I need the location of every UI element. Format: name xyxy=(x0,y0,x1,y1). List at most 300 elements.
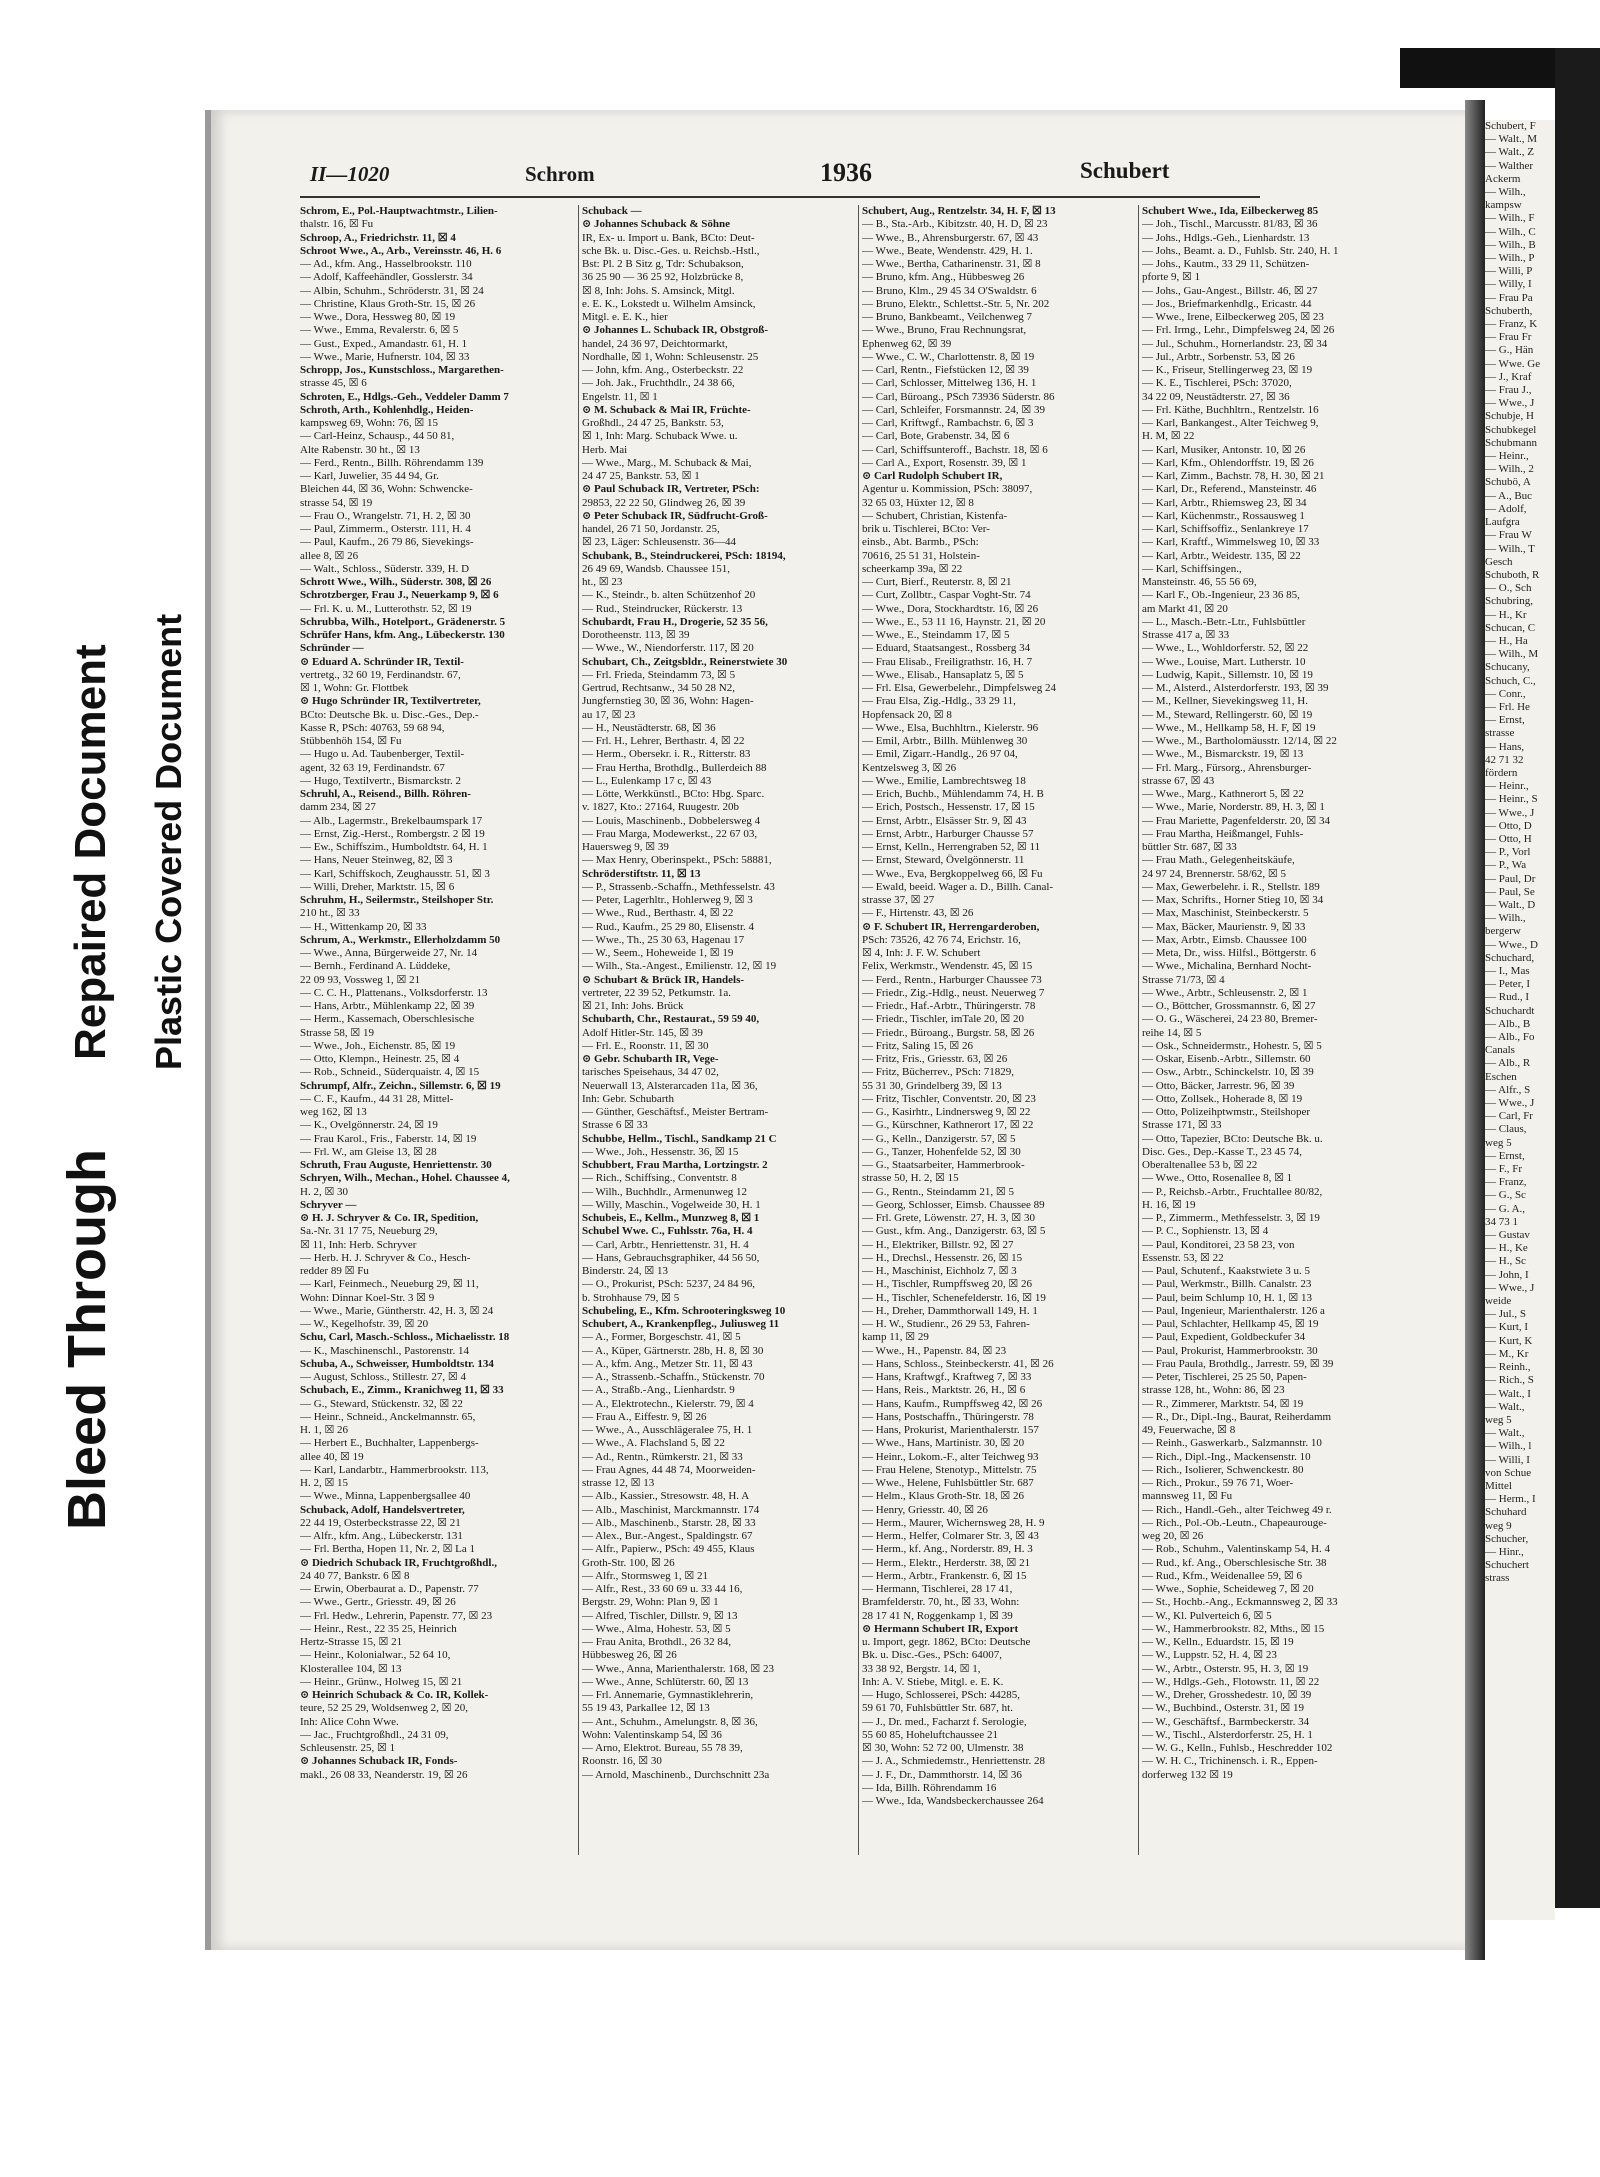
directory-entry-line: — Rich., Prokur., 59 76 71, Woer- xyxy=(1142,1477,1294,1489)
facing-page-line: — Wilh., F xyxy=(1485,212,1535,225)
directory-entry-line: Schroop, A., Friedrichstr. 11, ☒ 4 xyxy=(300,231,456,244)
directory-entry-line: damm 234, ☒ 27 xyxy=(300,801,376,814)
directory-entry-line: — Arno, Elektrot. Bureau, 55 78 39, xyxy=(582,1742,743,1754)
directory-entry-line: 49, Feuerwache, ☒ 8 xyxy=(1142,1424,1236,1436)
directory-entry-line: — Hans, Postschaffn., Thüringerstr. 78 xyxy=(862,1410,1034,1423)
facing-page-line: — Franz, xyxy=(1485,1176,1527,1189)
directory-entry-line: ⊙ F. Schubert IR, Herrengarderoben, xyxy=(862,920,1040,933)
directory-entry-line: ⊙ Carl Rudolph Schubert IR, xyxy=(862,470,1003,482)
directory-entry-line: 24 40 77, Bankstr. 6 ☒ 8 xyxy=(300,1569,410,1582)
directory-entry-line: — Rob., Schneid., Süderquaistr. 4, ☒ 15 xyxy=(300,1066,480,1079)
directory-entry-line: Strasse 171, ☒ 33 xyxy=(1142,1119,1222,1132)
directory-entry-line: — Günther, Geschäftsf., Meister Bertram- xyxy=(582,1106,769,1118)
directory-entry-line: — Johs., Hdlgs.-Geh., Lienhardstr. 13 xyxy=(1142,231,1310,244)
facing-page-line: — Willi, I xyxy=(1485,1453,1530,1466)
directory-entry-line: au 17, ☒ 23 xyxy=(582,708,636,721)
header-first-entry: Schrom xyxy=(525,162,595,186)
directory-entry-line: — Karl, Schiffskoch, Zeughausstr. 51, ☒ 3 xyxy=(300,867,490,880)
facing-page-line: Schucany, xyxy=(1485,661,1530,674)
directory-entry-line: — A., Elektrotechn., Kielerstr. 79, ☒ 4 xyxy=(582,1397,754,1410)
directory-entry-line: H. M, ☒ 22 xyxy=(1142,430,1195,443)
facing-page-line: — Frau J., xyxy=(1485,384,1532,397)
directory-entry-line: Gertrud, Rechtsanw., 34 50 28 N2, xyxy=(582,682,735,694)
directory-entry-line: — Peter, Lagerhltr., Hohlerweg 9, ☒ 3 xyxy=(582,894,753,906)
facing-page-line: — Heinr., xyxy=(1485,450,1529,463)
directory-entry-line: — Wwe., Marie, Güntherstr. 42, H. 3, ☒ 24 xyxy=(300,1304,494,1317)
facing-page-line: von Schue xyxy=(1485,1466,1532,1479)
directory-entry-line: Disc. Ges., Dep.-Kasse T., 23 45 74, xyxy=(1142,1145,1302,1158)
directory-entry-line: — Hugo u. Ad. Taubenberger, Textil- xyxy=(300,748,465,761)
directory-entry-line: Roonstr. 16, ☒ 30 xyxy=(582,1755,662,1768)
directory-entry-line: einsb., Abt. Barmb., PSch: xyxy=(862,536,979,549)
directory-entry-line: — Wwe., Minna, Lappenbergsallee 40 xyxy=(300,1490,471,1503)
directory-entry-line: — Rud., Kaufm., 25 29 80, Elisenstr. 4 xyxy=(582,920,755,933)
directory-entry-line: — Max, Schrifts., Horner Stieg 10, ☒ 34 xyxy=(1142,894,1324,906)
directory-entry-line: kamp 11, ☒ 29 xyxy=(862,1331,929,1344)
directory-entry-line: — Wwe., A. Flachsland 5, ☒ 22 xyxy=(582,1437,725,1450)
directory-entry-line: — W., Geschäftsf., Barmbeckerstr. 34 xyxy=(1142,1715,1310,1728)
directory-entry-line: Schuba, A., Schweisser, Humboldtstr. 134 xyxy=(300,1357,494,1370)
directory-entry-line: — Eduard, Staatsangest., Rossberg 34 xyxy=(862,642,1031,655)
directory-entry-line: — Rich., Isolierer, Schwenckestr. 80 xyxy=(1142,1463,1304,1476)
facing-page-line: — Paul, Se xyxy=(1485,885,1535,898)
directory-entry-line: — Frl. Hedw., Lehrerin, Papenstr. 77, ☒ 23 xyxy=(300,1609,493,1622)
directory-entry-line: — Paul, Expedient, Goldbeckufer 34 xyxy=(1142,1331,1306,1344)
directory-entry-line: 34 22 09, Neustädterstr. 27, ☒ 36 xyxy=(1142,390,1290,403)
facing-page-line: Eschen xyxy=(1485,1070,1517,1083)
facing-page-line: — Frau Fr xyxy=(1485,331,1532,344)
facing-page-line: — P., Vorl xyxy=(1485,846,1531,859)
facing-page-line: — Walt., M xyxy=(1485,133,1538,146)
directory-entry-line: — Lötte, Werkkünstl., BCto: Hbg. Sparc. xyxy=(582,788,765,800)
facing-page-line: Schubert, F xyxy=(1485,120,1536,132)
directory-entry-line: — H., Neustädterstr. 68, ☒ 36 xyxy=(582,721,716,734)
directory-entry-line: — J. F., Dr., Dammthorstr. 14, ☒ 36 xyxy=(862,1768,1022,1781)
directory-entry-line: — Otto, Polizeihptwmstr., Steilshoper xyxy=(1142,1106,1311,1118)
directory-column-4 xyxy=(1142,205,1432,1782)
directory-entry-line: — M., Steward, Rellingerstr. 60, ☒ 19 xyxy=(1142,708,1313,721)
directory-entry-line: — Wwe., Alma, Hohestr. 53, ☒ 5 xyxy=(582,1622,731,1635)
directory-entry-line: — Louis, Maschinenb., Dobbelersweg 4 xyxy=(582,814,761,827)
facing-page-line: Schuhard xyxy=(1485,1506,1527,1519)
directory-entry-line: — Jos., Briefmarkenhdlg., Ericastr. 44 xyxy=(1142,297,1312,310)
directory-entry-line: — Henry, Griesstr. 40, ☒ 26 xyxy=(862,1503,988,1516)
facing-page-line: Mittel xyxy=(1485,1479,1512,1492)
directory-entry-line: agent, 32 63 19, Ferdinandstr. 67 xyxy=(300,761,445,774)
directory-entry-line: 36 25 90 — 36 25 92, Holzbrücke 8, xyxy=(582,271,744,284)
directory-entry-line: — Georg, Schlosser, Eimsb. Chaussee 89 xyxy=(862,1198,1045,1211)
directory-entry-line: Schubert, Aug., Rentzelstr. 34, H. F, ☒ 13 xyxy=(862,205,1056,217)
directory-entry-line: — Wwe., Rud., Berthastr. 4, ☒ 22 xyxy=(582,907,734,920)
facing-page-line: — Walther xyxy=(1485,159,1534,172)
facing-page-line: Schuboth, R xyxy=(1485,568,1540,581)
directory-entry-line: Strasse 417 a, ☒ 33 xyxy=(1142,629,1230,641)
directory-entry-line: — W., Dreher, Grosshedestr. 10, ☒ 39 xyxy=(1142,1689,1312,1701)
directory-entry-line: — Ernst, Kelln., Herrengraben 52, ☒ 11 xyxy=(862,841,1041,853)
directory-entry-line: — J. A., Schmiedemstr., Henriettenstr. 28 xyxy=(862,1755,1046,1768)
directory-entry-line: — G., Tanzer, Hohenfelde 52, ☒ 30 xyxy=(862,1145,1021,1158)
directory-entry-line: — K., Friseur, Stellingerweg 23, ☒ 19 xyxy=(1142,364,1313,376)
directory-entry-line: — Frau Hertha, Brothdlg., Bullerdeich 88 xyxy=(582,761,767,774)
directory-entry-line: — W., Seem., Hoheweide 1, ☒ 19 xyxy=(582,947,734,959)
directory-entry-line: — Wwe., Marg., Kathnerort 5, ☒ 22 xyxy=(1142,788,1304,800)
facing-page-line: — Rud., I xyxy=(1485,991,1529,1004)
facing-page-line: — Frau W xyxy=(1485,529,1532,542)
directory-entry-line: — Jul., Schuhm., Hornerlandstr. 23, ☒ 34 xyxy=(1142,337,1328,350)
facing-page-line: — Claus, xyxy=(1485,1123,1527,1136)
directory-entry-line: — Karl, Schiffsingen., xyxy=(1142,562,1242,575)
directory-entry-line: — Carl, Büroang., PSch 73936 Süderstr. 86 xyxy=(862,390,1055,403)
directory-entry-line: — Frau Marga, Modewerkst., 22 67 03, xyxy=(582,827,758,840)
directory-entry-line: — L., Masch.-Betr.-Ltr., Fuhlsbüttler xyxy=(1142,615,1306,628)
directory-entry-line: scheerkamp 39a, ☒ 22 xyxy=(862,562,963,575)
directory-entry-line: — H., Elektriker, Billstr. 92, ☒ 27 xyxy=(862,1238,1014,1251)
directory-entry-line: ⊙ Hermann Schubert IR, Export xyxy=(862,1622,1019,1635)
directory-entry-line: — H., Dreher, Dammthorwall 149, H. 1 xyxy=(862,1304,1038,1317)
directory-entry-line: Nordhalle, ☒ 1, Wohn: Schleusenstr. 25 xyxy=(582,350,759,363)
directory-entry-line: — Carl, Schleifer, Forsmannstr. 24, ☒ 39 xyxy=(862,403,1045,416)
directory-entry-line: mannsweg 11, ☒ Fu xyxy=(1142,1490,1233,1503)
facing-page-fragment xyxy=(1485,120,1555,1920)
directory-entry-line: — W., Hammerbrookstr. 82, Mths., ☒ 15 xyxy=(1142,1622,1325,1635)
directory-entry-line: Schubank, B., Steindruckerei, PSch: 18194, xyxy=(582,549,786,562)
directory-entry-line: am Markt 41, ☒ 20 xyxy=(1142,602,1228,615)
directory-entry-line: ☒ 30, Wohn: 52 72 00, Ulmenstr. 38 xyxy=(862,1742,1024,1754)
directory-entry-line: — Emil, Zigarr.-Handlg., 26 97 04, xyxy=(862,748,1018,761)
directory-entry-line: — Oskar, Eisenb.-Arbtr., Sillemstr. 60 xyxy=(1142,1053,1311,1065)
directory-entry-line: Inh: A. V. Stiebe, Mitgl. e. E. K. xyxy=(862,1675,1004,1688)
directory-entry-line: Kasse R, PSch: 40763, 59 68 94, xyxy=(300,721,445,734)
facing-page-line: — Hans, xyxy=(1485,740,1525,753)
directory-entry-line: — Hans, Kraftwgf., Kraftweg 7, ☒ 33 xyxy=(862,1371,1032,1383)
directory-entry-line: allee 40, ☒ 19 xyxy=(300,1450,364,1463)
directory-entry-line: — Wwe., Emilie, Lambrechtsweg 18 xyxy=(862,774,1026,787)
directory-entry-line: strasse 45, ☒ 6 xyxy=(300,377,367,390)
directory-entry-line: — Frl. K. u. M., Lutterothstr. 52, ☒ 19 xyxy=(300,602,472,615)
directory-entry-line: — G., Kürschner, Kathnerort 17, ☒ 22 xyxy=(862,1119,1034,1132)
facing-page-line: — Frl. He xyxy=(1485,700,1530,713)
directory-entry-line: — Paul, Schutenf., Kaakstwiete 3 u. 5 xyxy=(1142,1265,1311,1277)
directory-entry-line: strasse 54, ☒ 19 xyxy=(300,496,373,509)
directory-entry-line: Oberaltenallee 53 b, ☒ 22 xyxy=(1142,1159,1258,1171)
directory-entry-line: — Frau Paula, Brothdlg., Jarrestr. 59, ☒ 39 xyxy=(1142,1357,1334,1370)
facing-page-line: — Walt., I xyxy=(1485,1387,1531,1400)
directory-entry-line: — Fritz, Tischler, Conventstr. 20, ☒ 23 xyxy=(862,1092,1036,1105)
directory-entry-line: reihe 14, ☒ 5 xyxy=(1142,1026,1202,1039)
facing-page-line: — Ernst, xyxy=(1485,714,1525,727)
directory-entry-line: ☒ 1, Inh: Marg. Schuback Wwe. u. xyxy=(582,430,738,443)
directory-entry-line: — Wwe., Emma, Revalerstr. 6, ☒ 5 xyxy=(300,324,459,337)
directory-entry-line: Strasse 71/73, ☒ 4 xyxy=(1142,973,1225,986)
directory-entry-line: — Herm., kf. Ang., Norderstr. 89, H. 3 xyxy=(862,1543,1033,1556)
directory-entry-line: Schropp, Jos., Kunstschloss., Margarethen- xyxy=(300,364,504,376)
directory-entry-line: — F., Hirtenstr. 43, ☒ 26 xyxy=(862,907,974,920)
directory-entry-line: — Frl. Grete, Löwenstr. 27, H. 3, ☒ 30 xyxy=(862,1212,1036,1224)
bleed-through-label: Bleed Through xyxy=(57,1149,117,1530)
directory-entry-line: Strasse 58, ☒ 19 xyxy=(300,1026,375,1039)
directory-entry-line: — Frl. Annemarie, Gymnastiklehrerin, xyxy=(582,1689,754,1701)
directory-entry-line: 24 47 25, Bankstr. 53, ☒ 1 xyxy=(582,470,700,482)
directory-entry-line: — Karl, Musiker, Antonstr. 10, ☒ 26 xyxy=(1142,443,1306,456)
directory-entry-line: dorferweg 132 ☒ 19 xyxy=(1142,1768,1233,1781)
directory-entry-line: strasse 50, H. 2, ☒ 15 xyxy=(862,1172,959,1185)
facing-page-line: — Carl, Fr xyxy=(1485,1110,1533,1123)
directory-entry-line: — Frl. Frieda, Steindamm 73, ☒ 5 xyxy=(582,668,736,681)
directory-entry-line: — St., Hochb.-Ang., Eckmannsweg 2, ☒ 33 xyxy=(1142,1596,1338,1609)
directory-entry-line: Schroten, E., Hdlgs.-Geh., Veddeler Damm 7 xyxy=(300,390,509,403)
directory-entry-line: — Rich., Handl.-Geh., alter Teichweg 49 r. xyxy=(1142,1503,1332,1516)
directory-entry-line: — Alb., Lagermstr., Brekelbaumspark 17 xyxy=(300,814,483,827)
directory-entry-line: — Fritz, Fris., Griesstr. 63, ☒ 26 xyxy=(862,1053,1008,1065)
directory-entry-line: — Wwe., Joh., Hessenstr. 36, ☒ 15 xyxy=(582,1145,739,1158)
directory-entry-line: — P., Reichsb.-Arbtr., Fruchtallee 80/82, xyxy=(1142,1185,1323,1198)
directory-entry-line: — Karl F., Ob.-Ingenieur, 23 36 85, xyxy=(1142,589,1300,602)
directory-entry-line: Hertz-Strasse 15, ☒ 21 xyxy=(300,1636,403,1648)
facing-page-line: Schuchert xyxy=(1485,1559,1529,1572)
directory-entry-line: redder 89 ☒ Fu xyxy=(300,1265,369,1277)
directory-entry-line: — G., Kasirhtr., Lindnersweg 9, ☒ 22 xyxy=(862,1106,1031,1118)
directory-entry-line: — Hans, Gebrauchsgraphiker, 44 56 50, xyxy=(582,1251,760,1264)
directory-entry-line: — Jul., Arbtr., Sorbenstr. 53, ☒ 26 xyxy=(1142,350,1295,363)
page-gutter-shadow xyxy=(1465,100,1485,1960)
directory-entry-line: Schubarth, Chr., Restaurat., 59 59 40, xyxy=(582,1013,760,1026)
directory-entry-line: — Paul, Ingenieur, Marienthalerstr. 126 a xyxy=(1142,1304,1325,1317)
directory-entry-line: — Bruno, Bankbeamt., Veilchenweg 7 xyxy=(862,311,1032,323)
directory-entry-line: — L., Eulenkamp 17 c, ☒ 43 xyxy=(582,774,712,787)
directory-entry-line: — P., Zimmerm., Methfesselstr. 3, ☒ 19 xyxy=(1142,1212,1320,1224)
directory-entry-line: — Hans, Reis., Marktstr. 26, H., ☒ 6 xyxy=(862,1384,1026,1397)
facing-page-line: — M., Kr xyxy=(1485,1347,1529,1360)
directory-entry-line: Schubbert, Frau Martha, Lortzingstr. 2 xyxy=(582,1159,768,1171)
directory-entry-line: — Alfr., Papierw., PSch: 49 455, Klaus xyxy=(582,1543,755,1556)
directory-entry-line: Schrott Wwe., Wilh., Süderstr. 308, ☒ 26 xyxy=(300,576,492,588)
directory-entry-line: ⊙ Johannes L. Schuback IR, Obstgroß- xyxy=(582,324,768,337)
directory-entry-line: — Wwe., Sophie, Scheideweg 7, ☒ 20 xyxy=(1142,1583,1314,1595)
directory-entry-line: strasse 67, ☒ 43 xyxy=(1142,774,1215,787)
directory-entry-line: — Karl, Arbtr., Rhiemsweg 23, ☒ 34 xyxy=(1142,496,1307,509)
facing-page-line: fördern xyxy=(1485,766,1518,779)
directory-entry-line: — Gust., kfm. Ang., Danzigerstr. 63, ☒ 5 xyxy=(862,1225,1046,1238)
directory-entry-line: — Carl, Bote, Grabenstr. 34, ☒ 6 xyxy=(862,430,1010,443)
directory-entry-line: — Reinh., Gaswerkarb., Salzmannstr. 10 xyxy=(1142,1437,1322,1450)
directory-entry-line: 22 09 93, Vossweg 1, ☒ 21 xyxy=(300,973,421,986)
directory-entry-line: — Wilh., Buchhdlr., Armenunweg 12 xyxy=(582,1185,747,1198)
directory-entry-line: — A., Straßb.-Ang., Lienhardstr. 9 xyxy=(582,1384,735,1397)
directory-entry-line: — Gust., Exped., Amandastr. 61, H. 1 xyxy=(300,337,468,350)
directory-entry-line: — M., Alsterd., Alsterdorferstr. 193, ☒ 39 xyxy=(1142,682,1329,694)
directory-entry-line: — W., Tischl., Alsterdorferstr. 25, H. 1 xyxy=(1142,1728,1313,1741)
directory-entry-line: — Wwe., Michalina, Bernhard Nocht- xyxy=(1142,960,1312,973)
directory-entry-line: 24 97 24, Brennerstr. 58/62, ☒ 5 xyxy=(1142,867,1286,880)
directory-entry-line: — K., Ovelgönnerstr. 24, ☒ 19 xyxy=(300,1119,438,1132)
directory-entry-line: — Frl. W., am Gleise 13, ☒ 28 xyxy=(300,1145,437,1158)
directory-entry-line: — Herb. H. J. Schryver & Co., Hesch- xyxy=(300,1251,471,1264)
directory-entry-line: — C. F., Kaufm., 44 31 28, Mittel- xyxy=(300,1092,454,1105)
page-number: II—1020 xyxy=(310,162,390,186)
directory-entry-line: Bleichen 44, ☒ 36, Wohn: Schwencke- xyxy=(300,483,473,496)
directory-entry-line: — Hans, Arbtr., Mühlenkamp 22, ☒ 39 xyxy=(300,1000,475,1012)
directory-entry-line: — Wwe., Ida, Wandsbeckerchaussee 264 xyxy=(862,1795,1044,1807)
directory-entry-line: ⊙ Johannes Schuback IR, Fonds- xyxy=(300,1755,458,1768)
column-divider xyxy=(858,205,859,1855)
directory-entry-line: — Christine, Klaus Groth-Str. 15, ☒ 26 xyxy=(300,297,476,310)
facing-page-line: Gesch xyxy=(1485,555,1513,568)
facing-page-line: — Wilh., xyxy=(1485,186,1526,199)
directory-entry-line: 59 61 70, Fuhlsbüttler Str. 687, ht. xyxy=(862,1702,1013,1715)
directory-entry-line: — Max, Arbtr., Eimsb. Chaussee 100 xyxy=(1142,933,1307,946)
page-header xyxy=(310,150,1190,190)
directory-entry-line: ⊙ Gebr. Schubarth IR, Vege- xyxy=(582,1053,719,1065)
directory-entry-line: — Frau Math., Gelegenheitskäufe, xyxy=(1142,854,1295,867)
directory-entry-line: — Wwe., A., Ausschlägeralee 75, H. 1 xyxy=(582,1424,753,1436)
directory-entry-line: — Arnold, Maschinenb., Durchschnitt 23a xyxy=(582,1768,770,1781)
directory-entry-line: — H., Tischler, Schenefelderstr. 16, ☒ 19 xyxy=(862,1291,1046,1304)
facing-page-line: — Walt., xyxy=(1485,1427,1525,1440)
directory-column-3 xyxy=(862,205,1136,1808)
directory-entry-line: — Hans, Prokurist, Marienthalerstr. 157 xyxy=(862,1424,1039,1436)
directory-entry-line: Schu, Carl, Masch.-Schloss., Michaelisstr. 18 xyxy=(300,1331,510,1344)
directory-entry-line: — Paul, Kaufm., 26 79 86, Sievekings- xyxy=(300,536,474,549)
facing-page-line: strasse xyxy=(1485,727,1515,740)
directory-entry-line: — August, Schloss., Stillestr. 27, ☒ 4 xyxy=(300,1371,467,1383)
directory-entry-line: — Wwe., Arbtr., Schleusenstr. 2, ☒ 1 xyxy=(1142,986,1308,999)
directory-entry-line: ☒ 21, Inh: Johs. Brück xyxy=(582,1000,684,1012)
facing-page-line: bergerw xyxy=(1485,925,1521,938)
facing-page-line: kampsw xyxy=(1485,199,1522,212)
directory-entry-line: Groth-Str. 100, ☒ 26 xyxy=(582,1556,675,1569)
facing-page-line: — Reinh., xyxy=(1485,1361,1531,1374)
directory-entry-line: — Otto, Zollsek., Hoherade 8, ☒ 19 xyxy=(1142,1092,1303,1105)
directory-entry-line: Schubach, E., Zimm., Kranichweg 11, ☒ 33 xyxy=(300,1384,504,1397)
facing-page-line: — G., Sc xyxy=(1485,1189,1526,1202)
directory-entry-line: H. 1, ☒ 26 xyxy=(300,1424,349,1436)
directory-entry-line: — Fritz, Saling 15, ☒ 26 xyxy=(862,1039,973,1052)
facing-page-line: — Franz, K xyxy=(1485,318,1538,331)
directory-entry-line: weg 162, ☒ 13 xyxy=(300,1106,367,1118)
facing-page-line: — John, I xyxy=(1485,1268,1529,1281)
facing-page-line: — A., Buc xyxy=(1485,489,1533,502)
facing-page-line: — Walt., xyxy=(1485,1400,1525,1413)
directory-entry-line: Schubbe, Hellm., Tischl., Sandkamp 21 C xyxy=(582,1132,777,1145)
directory-entry-line: Hübbesweg 26, ☒ 26 xyxy=(582,1649,677,1662)
column-divider xyxy=(1138,205,1139,1855)
directory-entry-line: — Osk., Schneidermstr., Hohestr. 5, ☒ 5 xyxy=(1142,1039,1322,1052)
directory-entry-line: Schruth, Frau Auguste, Henriettenstr. 30 xyxy=(300,1159,492,1171)
facing-page-line: — Alb., B xyxy=(1485,1017,1531,1030)
directory-entry-line: — H., Drechsl., Hessenstr. 26, ☒ 15 xyxy=(862,1251,1023,1264)
directory-entry-line: — Wwe., H., Papenstr. 84, ☒ 23 xyxy=(862,1344,1007,1357)
directory-entry-line: handel, 26 71 50, Jordanstr. 25, xyxy=(582,523,720,535)
directory-entry-line: — A., kfm. Ang., Metzer Str. 11, ☒ 43 xyxy=(582,1357,753,1370)
directory-entry-line: — Alex., Bur.-Angest., Spaldingstr. 67 xyxy=(582,1530,753,1542)
directory-entry-line: — R., Dr., Dipl.-Ing., Baurat, Reiherdamm xyxy=(1142,1410,1332,1423)
directory-entry-line: — Erich, Buchb., Mühlendamm 74, H. B xyxy=(862,788,1044,800)
facing-page-line: strass xyxy=(1485,1572,1510,1585)
directory-entry-line: e. E. K., Lokstedt u. Wilhelm Amsinck, xyxy=(582,297,756,310)
facing-page-line: — Gustav xyxy=(1485,1229,1530,1242)
directory-entry-line: — Friedr., Büroang., Burgstr. 58, ☒ 26 xyxy=(862,1026,1035,1039)
directory-entry-line: Adolf Hitler-Str. 145, ☒ 39 xyxy=(582,1026,703,1039)
directory-entry-line: — Erwin, Oberbaurat a. D., Papenstr. 77 xyxy=(300,1583,479,1595)
directory-entry-line: Schubel Wwe. C., Fuhlsstr. 76a, H. 4 xyxy=(582,1225,753,1238)
directory-entry-line: — Alb., Maschinist, Marckmannstr. 174 xyxy=(582,1503,760,1516)
directory-entry-line: — Carl, Schiffsunteroff., Bachstr. 18, ☒ 6 xyxy=(862,443,1048,456)
directory-entry-line: — Carl, Kriftwgf., Rambachstr. 6, ☒ 3 xyxy=(862,417,1034,429)
directory-entry-line: — Wwe., Bruno, Frau Rechnungsrat, xyxy=(862,324,1027,337)
directory-entry-line: Schubert Wwe., Ida, Eilbeckerweg 85 xyxy=(1142,205,1319,217)
facing-page-line: — H., Ke xyxy=(1485,1242,1528,1255)
directory-entry-line: ht., ☒ 23 xyxy=(582,576,623,588)
directory-entry-line: H. 16, ☒ 19 xyxy=(1142,1198,1196,1211)
directory-entry-line: — Wwe., Anna, Bürgerweide 27, Nr. 14 xyxy=(300,947,478,959)
directory-entry-line: — W., Hdlgs.-Geh., Flotowstr. 11, ☒ 22 xyxy=(1142,1675,1320,1688)
directory-entry-line: vertretg., 32 60 19, Ferdinandstr. 67, xyxy=(300,668,461,681)
directory-entry-line: vertreter, 22 39 52, Petkumstr. 1a. xyxy=(582,986,731,999)
facing-page-line: — O., Sch xyxy=(1485,582,1532,595)
facing-page-line: — Wilh., C xyxy=(1485,225,1536,238)
directory-entry-line: brik u. Tischlerei, BCto: Ver- xyxy=(862,523,990,535)
directory-entry-line: — H., Tischler, Rumpffsweg 20, ☒ 26 xyxy=(862,1278,1032,1291)
directory-entry-line: — W., Kl. Pulverteich 6, ☒ 5 xyxy=(1142,1609,1272,1622)
directory-entry-line: Sa.-Nr. 31 17 75, Neueburg 29, xyxy=(300,1225,438,1238)
directory-entry-line: — Heinr., Rest., 22 35 25, Heinrich xyxy=(300,1622,457,1635)
directory-entry-line: Essenstr. 53, ☒ 22 xyxy=(1142,1251,1224,1264)
directory-entry-line: 55 60 85, Hoheluftchaussee 21 xyxy=(862,1728,998,1741)
directory-entry-line: — Wwe., W., Niendorferstr. 117, ☒ 20 xyxy=(582,642,754,655)
directory-entry-line: PSch: 73526, 42 76 74, Erichstr. 16, xyxy=(862,933,1021,946)
directory-entry-line: — Wwe., Irene, Eilbeckerweg 205, ☒ 23 xyxy=(1142,311,1324,323)
directory-entry-line: — Peter, Tischlerei, 25 25 50, Papen- xyxy=(1142,1371,1307,1383)
directory-entry-line: — A., Küper, Gärtnerstr. 28b, H. 8, ☒ 30 xyxy=(582,1344,764,1357)
directory-entry-line: — Frl. E., Roonstr. 11, ☒ 30 xyxy=(582,1039,709,1052)
directory-entry-line: — W., Kelln., Eduardstr. 15, ☒ 19 xyxy=(1142,1636,1294,1648)
directory-entry-line: — Karl, Arbtr., Weidestr. 135, ☒ 22 xyxy=(1142,549,1301,562)
directory-entry-line: — Rich., Pol.-Ob.-Leutn., Chapeaurouge- xyxy=(1142,1516,1327,1529)
facing-page-line: — Jul., S xyxy=(1485,1308,1526,1321)
directory-entry-line: Schrubba, Wilh., Hotelport., Grädenerstr. 5 xyxy=(300,615,506,628)
directory-entry-line: ⊙ Paul Schuback IR, Vertreter, PSch: xyxy=(582,483,760,496)
directory-entry-line: — G., Staatsarbeiter, Hammerbrook- xyxy=(862,1159,1025,1171)
directory-entry-line: — Herm., Kassemach, Oberschlesische xyxy=(300,1013,475,1026)
facing-page-line: — J., Kraf xyxy=(1485,370,1532,383)
directory-entry-line: — Frau Helene, Stenotyp., Mittelstr. 75 xyxy=(862,1463,1037,1476)
directory-entry-line: ⊙ Schubart & Brück IR, Handels- xyxy=(582,973,745,986)
directory-entry-line: — Walt., Schloss., Süderstr. 339, H. D xyxy=(300,562,470,575)
directory-entry-line: — Alb., Maschinenb., Starstr. 28, ☒ 33 xyxy=(582,1516,756,1529)
directory-entry-line: — Wwe., Marg., M. Schuback & Mai, xyxy=(582,456,752,469)
directory-entry-line: — Wwe., Th., 25 30 63, Hagenau 17 xyxy=(582,933,745,946)
directory-entry-line: — Willi, Dreher, Marktstr. 15, ☒ 6 xyxy=(300,880,455,893)
facing-page-line: — Kurt, I xyxy=(1485,1321,1529,1334)
column-divider xyxy=(578,205,579,1855)
directory-entry-line: ⊙ Peter Schuback IR, Südfrucht-Groß- xyxy=(582,509,768,522)
directory-entry-line: — Karl, Kfm., Ohlendorffstr. 19, ☒ 26 xyxy=(1142,456,1314,469)
directory-entry-line: — Max, Maschinist, Steinbeckerstr. 5 xyxy=(1142,907,1309,920)
directory-entry-line: — Carl, Arbtr., Henriettenstr. 31, H. 4 xyxy=(582,1238,749,1251)
directory-entry-line: — Paul, Werkmstr., Billh. Canalstr. 23 xyxy=(1142,1278,1312,1291)
directory-entry-line: — Wwe., Beate, Wendenstr. 429, H. 1. xyxy=(862,244,1033,257)
directory-entry-line: — Adolf, Kaffeehändler, Gosslerstr. 34 xyxy=(300,271,473,284)
directory-entry-line: — Rud., Kfm., Weidenallee 59, ☒ 6 xyxy=(1142,1569,1302,1582)
directory-entry-line: — Wwe., B., Ahrensburgerstr. 67, ☒ 43 xyxy=(862,231,1039,244)
directory-entry-line: — Rob., Schuhm., Valentinskamp 54, H. 4 xyxy=(1142,1543,1331,1556)
scan-dark-margin-right xyxy=(1555,48,1600,1908)
directory-entry-line: Inh: Alice Cohn Wwe. xyxy=(300,1715,399,1728)
directory-entry-line: strasse 128, ht., Wohn: 86, ☒ 23 xyxy=(1142,1384,1285,1397)
directory-entry-line: — Karl, Juwelier, 35 44 94, Gr. xyxy=(300,470,439,482)
header-last-entry: Schubert xyxy=(1080,158,1170,183)
directory-entry-line: tarisches Speisehaus, 34 47 02, xyxy=(582,1066,719,1079)
